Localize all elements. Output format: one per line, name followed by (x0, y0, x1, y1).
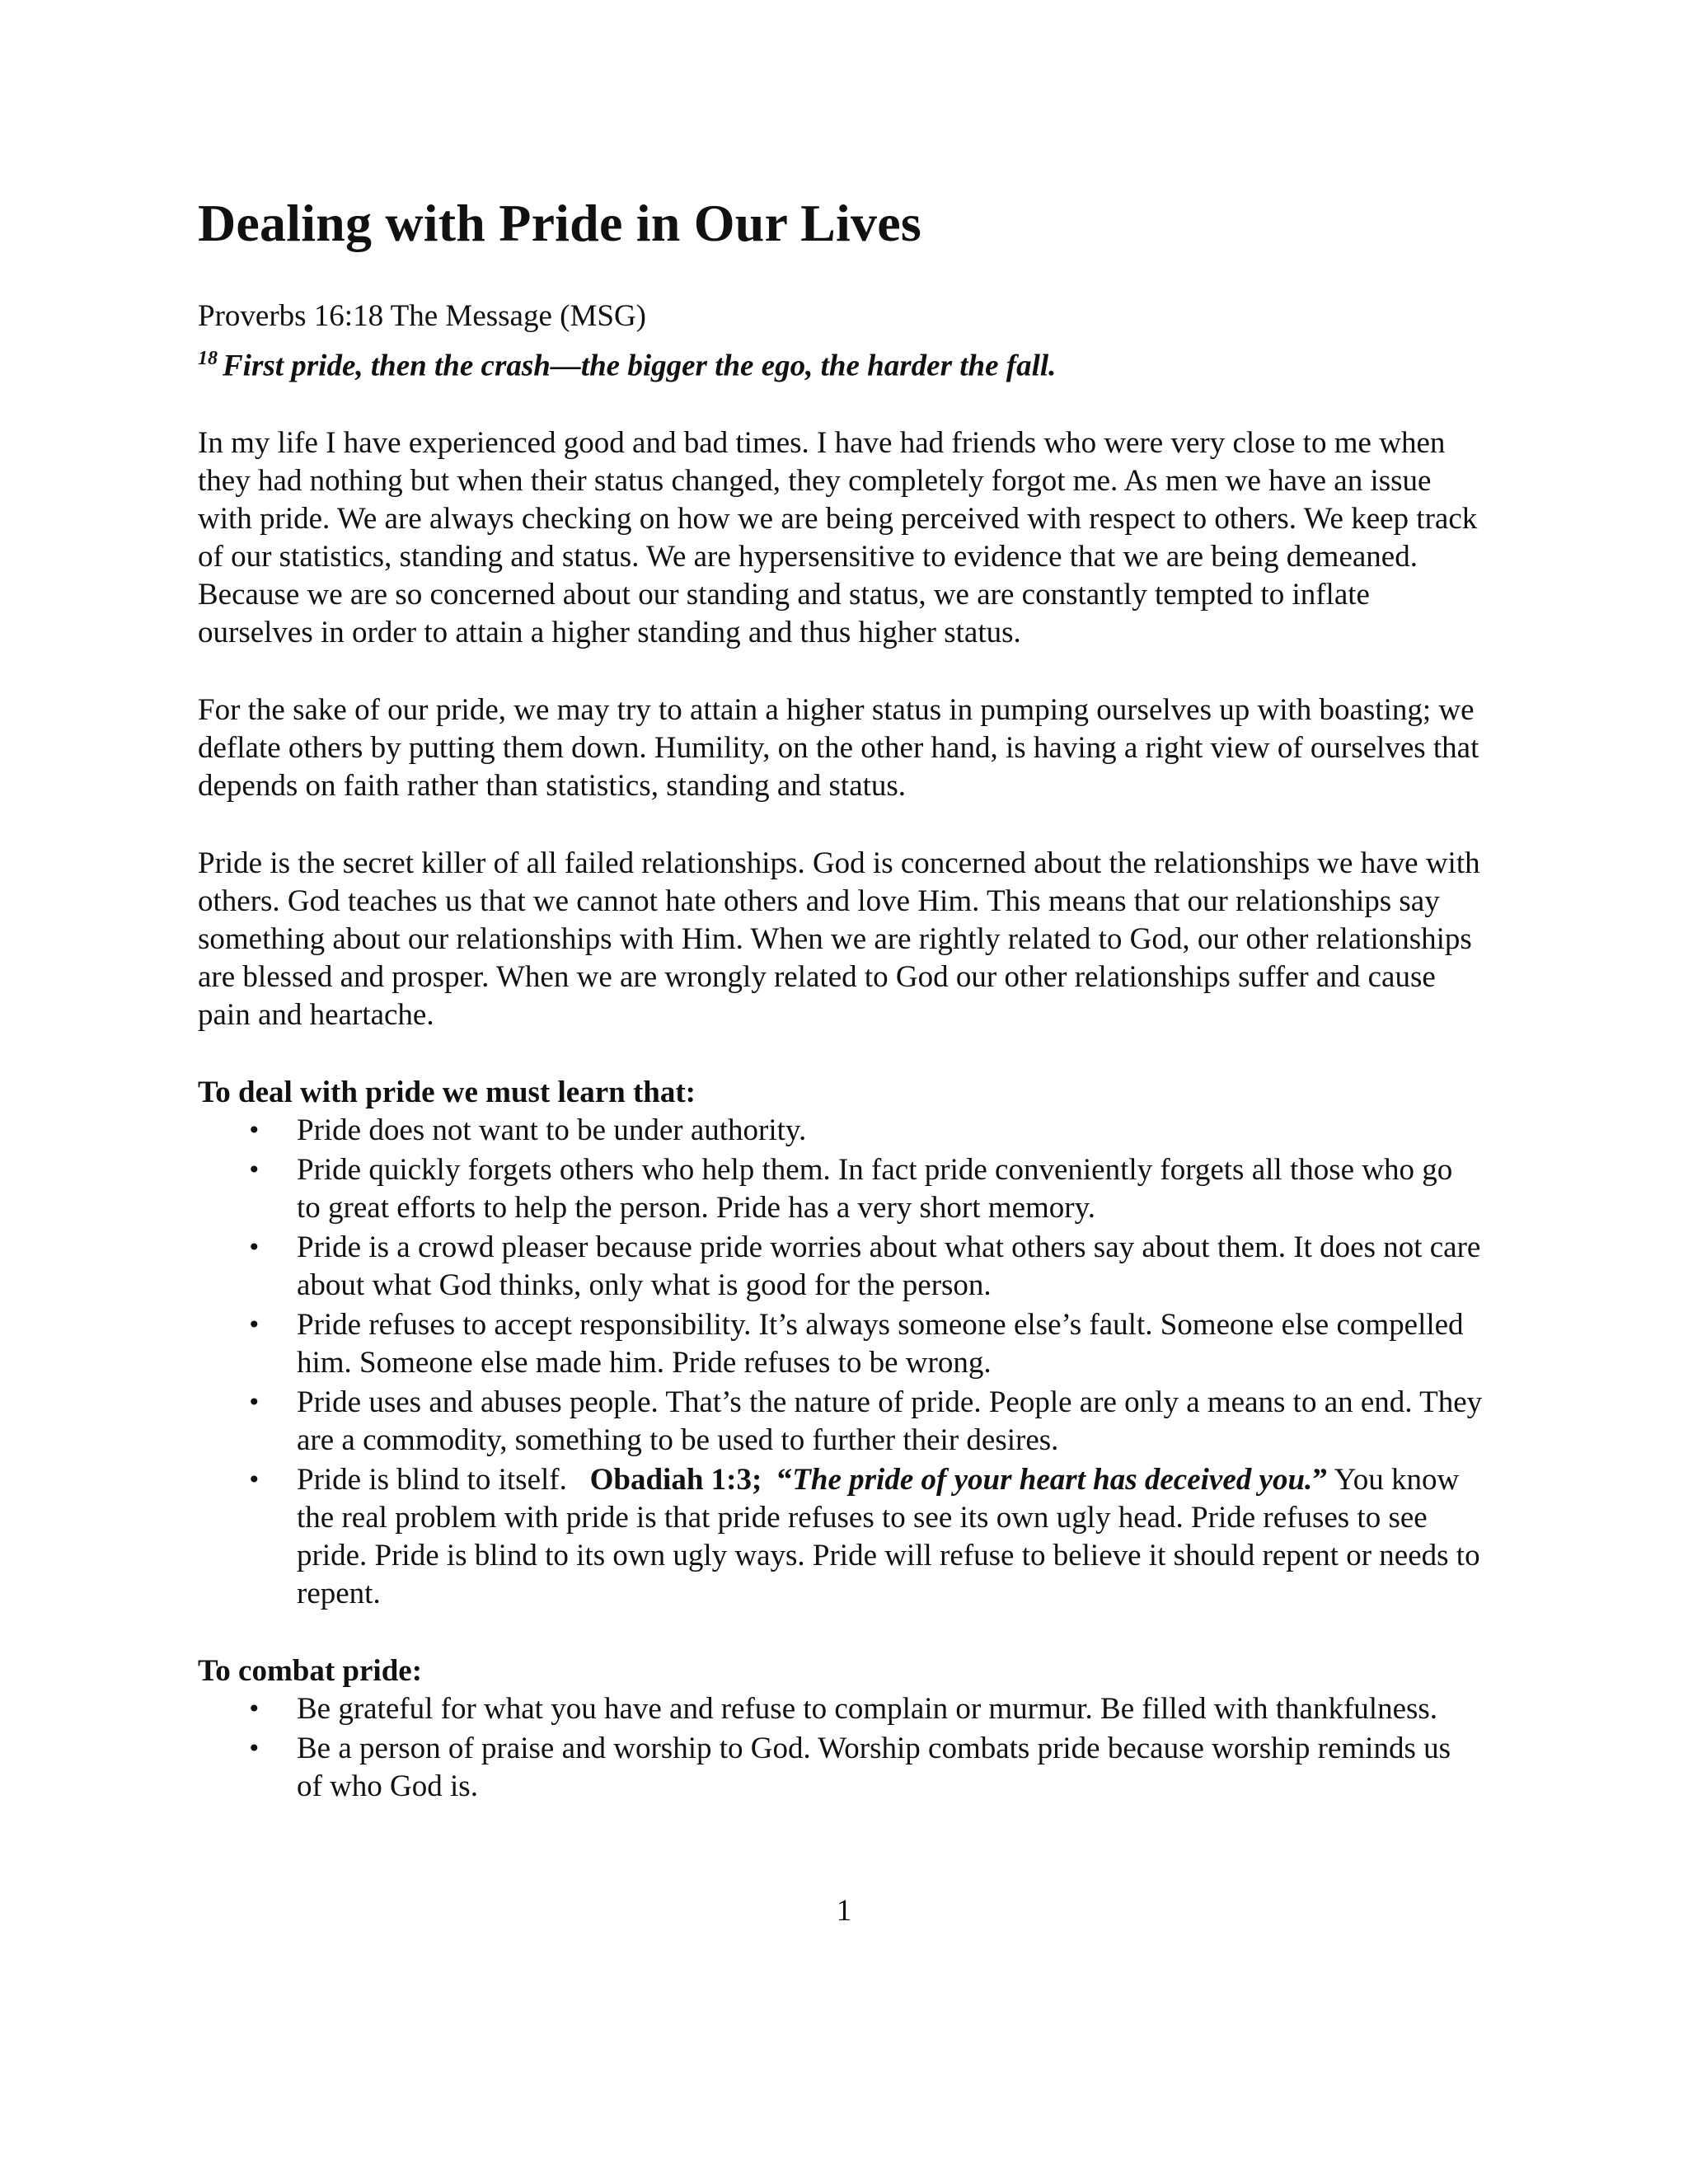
page-title: Dealing with Pride in Our Lives (198, 194, 921, 252)
paragraph-humility: For the sake of our pride, we may try to attain a higher status in pumping ourselves up with boasting; we deflate others by putting them down. Humility, on the other hand, is having a right view of ourselves that depends on faith rather than statistics, standing and status. (198, 692, 1479, 803)
scripture-verse (198, 347, 1484, 385)
list-item (198, 1229, 1484, 1305)
list-deal-with-pride (198, 1112, 1484, 1613)
scripture-quote: The pride of your heart has deceived you. (792, 1462, 1313, 1497)
list-item (198, 1306, 1484, 1382)
verse-text: First pride, then the crash—the bigger the ego, the harder the fall. (223, 349, 1057, 383)
bullet-icon: • (247, 1734, 261, 1762)
close-quote: ” (1312, 1462, 1328, 1497)
list-item (198, 1384, 1484, 1460)
section-heading-deal-with-pride: To deal with pride we must learn that: (198, 1075, 696, 1109)
verse-number: 18 (198, 347, 218, 369)
section-heading-combat-pride: To combat pride: (198, 1653, 423, 1688)
list-item (198, 1690, 1484, 1728)
bullet-icon: • (247, 1155, 261, 1183)
scripture-reference: Proverbs 16:18 The Message (MSG) (198, 299, 646, 334)
list-combat-pride (198, 1690, 1484, 1806)
paragraph-experience: In my life I have experienced good and bad times. I have had friends who were very close to me when they had nothing but when their status changed, they completely forgot me. As men we have an issue with pride. We are always checking on how we are being perceived with respect to others. We keep track of our statistics, standing and status. We are hypersensitive to evidence that we are being demeaned. Because we are so concerned about our standing and status, we are constantly tempted to inflate ourselves in order to attain a higher standing and thus higher status. (198, 425, 1478, 649)
page-content (198, 194, 1484, 1807)
list-item-text: Pride is a crowd pleaser because pride worries about what others say about them. It does not care about what God thinks, only what is good for the person. (297, 1230, 1481, 1302)
open-quote: “ (776, 1462, 793, 1497)
bullet-icon: • (247, 1694, 261, 1722)
bullet-icon: • (247, 1388, 261, 1416)
bullet-icon: • (247, 1233, 261, 1261)
list-item (198, 1151, 1484, 1227)
bullet-icon: • (247, 1465, 261, 1493)
list-item-text: Be a person of praise and worship to God. Worship combats pride because worship reminds us of who God is. (297, 1731, 1451, 1803)
list-item (198, 1461, 1484, 1613)
list-item-text: Be grateful for what you have and refuse to complain or murmur. Be filled with thankfulness. (297, 1691, 1438, 1726)
list-item-text: Pride does not want to be under authority. (297, 1113, 807, 1147)
list-item-lead: Pride is blind to itself. (297, 1462, 567, 1497)
list-item-text: You know the real problem with pride is that pride refuses to see its own ugly head. Pride refuses to see pride. Pride is blind to its own ugly ways. Pride will refuse to believe it should repent or needs to repent. (297, 1462, 1480, 1610)
page-number: 1 (836, 1894, 852, 1928)
list-item-text: Pride uses and abuses people. That’s the nature of pride. People are only a means to an end. They are a commodity, something to be used to further their desires. (297, 1385, 1483, 1457)
list-item-text: Pride refuses to accept responsibility. It’s always someone else’s fault. Someone else compelled him. Someone else made him. Pride refuses to be wrong. (297, 1307, 1464, 1380)
list-item-text: Pride quickly forgets others who help them. In fact pride conveniently forgets all those who go to great efforts to help the person. Pride has a very short memory. (297, 1152, 1453, 1225)
bullet-icon: • (247, 1116, 261, 1144)
paragraph-relationships: Pride is the secret killer of all failed relationships. God is concerned about the relationships we have with others. God teaches us that we cannot hate others and love Him. This means that our relationships say something about our relationships with Him. When we are rightly related to God, our other relationships are blessed and prosper. When we are wrongly related to God our other relationships suffer and cause pain and heartache. (198, 846, 1480, 1032)
list-item (198, 1730, 1484, 1806)
scripture-citation: Obadiah 1:3; (589, 1462, 762, 1497)
list-item (198, 1112, 1484, 1150)
bullet-icon: • (247, 1310, 261, 1338)
